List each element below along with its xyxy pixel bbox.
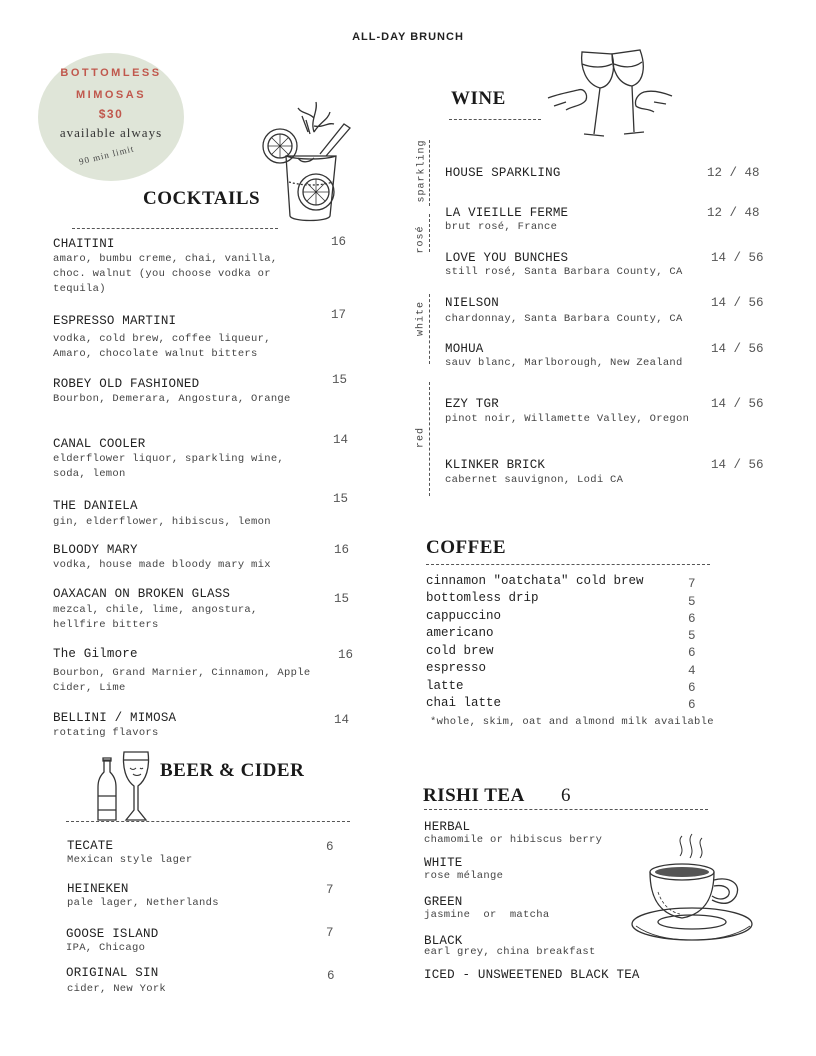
beer-price: 6 xyxy=(326,840,334,854)
coffee-item: americano xyxy=(426,626,494,640)
cocktail-desc: rotating flavors xyxy=(53,727,159,739)
coffee-price: 6 xyxy=(688,612,696,626)
tea-name: HERBAL xyxy=(424,820,471,834)
coffee-price: 6 xyxy=(688,681,696,695)
coffee-price: 5 xyxy=(688,629,696,643)
coffee-item: espresso xyxy=(426,661,487,675)
coffee-cup-icon xyxy=(630,832,760,952)
coffee-title: COFFEE xyxy=(426,537,507,558)
wine-name: MOHUA xyxy=(445,342,484,356)
tea-name: BLACK xyxy=(424,934,463,948)
beer-desc: Mexican style lager xyxy=(67,854,193,866)
beer-name: TECATE xyxy=(67,839,114,853)
coffee-price: 6 xyxy=(688,646,696,660)
cocktail-desc: Bourbon, Grand Marnier, Cinnamon, Apple Cider, Lime xyxy=(53,667,311,694)
wine-group-white: white xyxy=(415,301,427,337)
cocktail-price: 17 xyxy=(331,308,347,322)
coffee-item: cold brew xyxy=(426,644,494,658)
wine-group-rose: rosé xyxy=(415,225,427,254)
wine-desc: sauv blanc, Marlborough, New Zealand xyxy=(445,357,683,369)
cocktail-name: BELLINI / MIMOSA xyxy=(53,711,177,725)
beer-desc: pale lager, Netherlands xyxy=(67,897,219,909)
tea-divider xyxy=(424,809,708,810)
wine-price: 12 / 48 xyxy=(707,206,760,220)
tea-name: WHITE xyxy=(424,856,463,870)
cocktail-price: 14 xyxy=(334,713,350,727)
beer-bottle-icon xyxy=(94,748,154,824)
coffee-price: 4 xyxy=(688,664,696,678)
cocktail-name: ROBEY OLD FASHIONED xyxy=(53,377,200,391)
coffee-divider xyxy=(426,564,710,565)
cocktails-title: COCKTAILS xyxy=(143,188,261,209)
tea-price: 6 xyxy=(561,785,571,806)
coffee-item: cappuccino xyxy=(426,609,502,623)
wine-group-bar-red xyxy=(429,382,430,496)
beer-name: HEINEKEN xyxy=(67,882,129,896)
wine-name: KLINKER BRICK xyxy=(445,458,546,472)
coffee-milk-note: *whole, skim, oat and almond milk available xyxy=(430,716,714,728)
beer-title: BEER & CIDER xyxy=(160,760,305,781)
badge-line1: BOTTOMLESS xyxy=(60,67,162,79)
cocktail-glass-icon xyxy=(258,98,356,226)
tea-name: GREEN xyxy=(424,895,463,909)
cocktail-name: OAXACAN ON BROKEN GLASS xyxy=(53,587,231,601)
tea-desc: chamomile or hibiscus berry xyxy=(424,834,603,846)
wine-price: 14 / 56 xyxy=(711,296,764,310)
cocktail-price: 14 xyxy=(333,433,349,447)
beer-price: 7 xyxy=(326,926,334,940)
tea-title: RISHI TEA xyxy=(423,785,525,806)
wine-divider xyxy=(449,119,541,120)
wine-desc: pinot noir, Willamette Valley, Oregon xyxy=(445,413,690,425)
cocktail-desc: gin, elderflower, hibiscus, lemon xyxy=(53,516,271,528)
cocktail-price: 15 xyxy=(332,373,348,387)
wine-group-red: red xyxy=(415,427,427,449)
coffee-price: 7 xyxy=(688,577,696,591)
bottomless-mimosa-badge xyxy=(38,53,184,181)
wine-price: 14 / 56 xyxy=(711,397,764,411)
tea-desc: rose mélange xyxy=(424,870,504,882)
badge-availability: available always xyxy=(59,125,163,140)
beer-price: 6 xyxy=(327,969,335,983)
beer-name: ORIGINAL SIN xyxy=(66,966,159,980)
wine-name: NIELSON xyxy=(445,296,499,310)
cocktail-name: ESPRESSO MARTINI xyxy=(53,314,177,328)
wine-name: LA VIEILLE FERME xyxy=(445,206,569,220)
wine-desc: brut rosé, France xyxy=(445,221,558,233)
cocktail-price: 16 xyxy=(331,235,347,249)
wine-price: 12 / 48 xyxy=(707,166,760,180)
wine-name: HOUSE SPARKLING xyxy=(445,166,561,180)
wine-group-bar-white xyxy=(429,294,430,364)
cocktail-name: THE DANIELA xyxy=(53,499,138,513)
cocktail-desc: mezcal, chile, lime, angostura, hellfire bitters xyxy=(53,604,258,631)
wine-group-bar-sparkling xyxy=(429,140,430,206)
cocktail-name: BLOODY MARY xyxy=(53,543,138,557)
wine-toast-icon xyxy=(546,46,674,146)
cocktail-name: The Gilmore xyxy=(53,647,138,661)
badge-limit: 90 min limit xyxy=(78,143,136,167)
cocktail-price: 16 xyxy=(338,648,354,662)
wine-group-bar-rose xyxy=(429,214,430,252)
page-title: ALL-DAY BRUNCH xyxy=(352,31,464,43)
beer-divider xyxy=(66,821,350,822)
wine-desc: still rosé, Santa Barbara County, CA xyxy=(445,266,683,278)
cocktail-desc: Bourbon, Demerara, Angostura, Orange xyxy=(53,393,291,405)
cocktail-desc: elderflower liquor, sparkling wine, soda, lemon xyxy=(53,453,285,480)
cocktail-price: 15 xyxy=(334,592,350,606)
coffee-price: 6 xyxy=(688,698,696,712)
cocktail-price: 15 xyxy=(333,492,349,506)
badge-line2: MIMOSAS xyxy=(75,89,147,101)
coffee-item: cinnamon "oatchata" cold brew xyxy=(426,574,644,588)
wine-group-sparkling: sparkling xyxy=(416,139,428,203)
wine-desc: cabernet sauvignon, Lodi CA xyxy=(445,474,624,486)
coffee-item: latte xyxy=(426,679,464,693)
beer-desc: cider, New York xyxy=(67,983,167,995)
beer-desc: IPA, Chicago xyxy=(66,942,146,954)
coffee-item: chai latte xyxy=(426,696,502,710)
wine-name: LOVE YOU BUNCHES xyxy=(445,251,569,265)
iced-tea: ICED - UNSWEETENED BLACK TEA xyxy=(424,968,640,982)
wine-title: WINE xyxy=(451,88,506,109)
cocktail-desc: amaro, bumbu creme, chai, vanilla, choc. walnut (you choose vodka or tequila) xyxy=(53,253,278,295)
wine-price: 14 / 56 xyxy=(711,251,764,265)
coffee-item: bottomless drip xyxy=(426,591,539,605)
coffee-price: 5 xyxy=(688,595,696,609)
cocktail-price: 16 xyxy=(334,543,350,557)
wine-price: 14 / 56 xyxy=(711,458,764,472)
cocktail-desc: vodka, cold brew, coffee liqueur, Amaro, chocolate walnut bitters xyxy=(53,333,271,360)
cocktail-desc: vodka, house made bloody mary mix xyxy=(53,559,271,571)
badge-price: $30 xyxy=(98,107,124,121)
beer-price: 7 xyxy=(326,883,334,897)
wine-price: 14 / 56 xyxy=(711,342,764,356)
cocktail-name: CANAL COOLER xyxy=(53,437,146,451)
beer-name: GOOSE ISLAND xyxy=(66,927,159,941)
wine-name: EZY TGR xyxy=(445,397,499,411)
wine-desc: chardonnay, Santa Barbara County, CA xyxy=(445,313,683,325)
tea-desc: earl grey, china breakfast xyxy=(424,946,596,958)
cocktail-name: CHAITINI xyxy=(53,237,115,251)
cocktails-divider xyxy=(72,228,278,229)
tea-desc: jasmine or matcha xyxy=(424,909,550,921)
